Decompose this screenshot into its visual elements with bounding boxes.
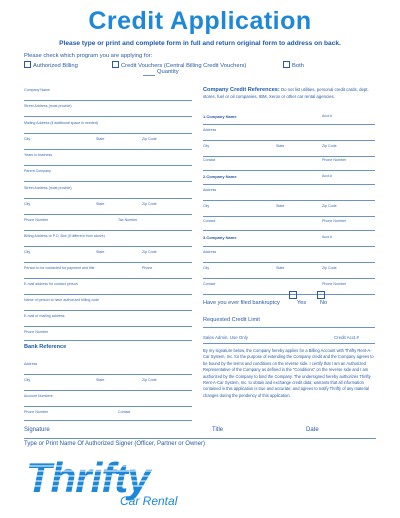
- city-state-zip-field[interactable]: [24, 149, 192, 150]
- ref3-city-field[interactable]: [203, 278, 375, 279]
- ref1-company-field[interactable]: [203, 124, 375, 125]
- ref2-phone-label: Phone Number: [322, 219, 347, 223]
- requested-limit-label: Requested Credit Limit: [203, 317, 260, 323]
- mailing-address-field[interactable]: [24, 133, 192, 134]
- title-label: Title: [212, 427, 224, 433]
- bank-phone-contact-field[interactable]: [24, 420, 192, 421]
- tax-number-label: Tax Number: [118, 218, 138, 222]
- billing-address-label: Billing Address or P.O. Box (if different from above): [24, 234, 105, 238]
- account-numbers-field[interactable]: [24, 406, 192, 407]
- state-label: State: [276, 204, 285, 208]
- print-name-label: Type or Print Name Of Authorized Signer (Officer, Partner or Owner): [24, 441, 205, 447]
- ref3-company-field[interactable]: [203, 246, 375, 247]
- ref1-city-field[interactable]: [203, 156, 375, 157]
- credit-references-note: Do not list utilities, personal credit cards, dept. stores, fuel or oil companies, IBM, Xerox or other car rental agencies.: [203, 87, 369, 99]
- authorized-person-field[interactable]: [24, 310, 192, 311]
- bankruptcy-no-label: No: [320, 300, 328, 306]
- city-label: City: [203, 266, 210, 270]
- street-address-field[interactable]: [24, 116, 192, 117]
- parent-street-label: Street Address (must provide): [24, 186, 72, 190]
- ref1-phone-label: Phone Number: [322, 158, 347, 162]
- state-label: State: [96, 202, 105, 206]
- bank-address-field[interactable]: [24, 374, 192, 375]
- years-in-business-label: Years in business: [24, 153, 53, 157]
- signature-field[interactable]: [24, 438, 376, 439]
- phone-tax-field[interactable]: [24, 230, 192, 231]
- city-state-zip-field[interactable]: [24, 262, 192, 263]
- mailing-address-label: Mailing Address (if additional space is needed): [24, 121, 99, 125]
- years-in-business-field[interactable]: [24, 165, 192, 166]
- payment-contact-label: Person to be contacted for payment and title: [24, 266, 95, 270]
- parent-street-field[interactable]: [24, 198, 192, 199]
- zip-label: Zip Code: [142, 202, 157, 206]
- city-label: City: [24, 137, 31, 141]
- state-label: State: [276, 144, 285, 148]
- city-label: City: [203, 144, 210, 148]
- phone-number-label: Phone Number: [24, 330, 49, 334]
- ref3-address-field[interactable]: [203, 262, 375, 263]
- sales-admin-label: Sales Admin. Use Only: [203, 335, 248, 340]
- phone-number-field[interactable]: [24, 340, 192, 341]
- checkbox[interactable]: [112, 61, 119, 68]
- state-label: State: [276, 266, 285, 270]
- thrifty-logo: [24, 452, 204, 512]
- ref2-city-field[interactable]: [203, 216, 375, 217]
- city-label: City: [24, 378, 31, 382]
- ref1-contact-field[interactable]: [203, 170, 375, 171]
- city-label: City: [203, 204, 210, 208]
- email-mailing-label: E-mail or mailing address: [24, 314, 65, 318]
- form-subtitle: Please type or print and complete form in full and return original form to address on back.: [59, 40, 341, 47]
- zip-label: Zip Code: [322, 266, 337, 270]
- credit-references-title: Company Credit References:: [203, 87, 280, 93]
- state-label: State: [96, 378, 105, 382]
- phone-label: Phone: [142, 266, 153, 270]
- ref2-address-field[interactable]: [203, 200, 375, 201]
- credit-acct-label: Credit Acct.#: [334, 335, 359, 340]
- quantity-line: [143, 75, 155, 76]
- thrifty-logo-text: Thrifty: [26, 454, 150, 501]
- zip-label: Zip Code: [142, 137, 157, 141]
- city-state-zip-field[interactable]: [24, 390, 192, 391]
- date-label: Date: [306, 427, 319, 433]
- bankruptcy-no-checkbox[interactable]: [317, 291, 325, 299]
- bankruptcy-yes-label: Yes: [297, 300, 307, 306]
- ref3-acct-label: Acct.#: [322, 235, 332, 239]
- ref3-address-label: Address: [203, 250, 217, 254]
- zip-label: Zip Code: [322, 204, 337, 208]
- legal-authorization-text: By my signature below, the Company hereby applies for a Billing Account with Thrifty Rent-A-Car System, Inc. for the purpose of extending the Company credit and the Company agrees to be bound by the terms and conditions on the reverse side. I certify that I am an Authorized Representative of the Company as defined in the "Conditions" on the reverse side and I am authorized by the Company to bind the Company. The undersigned hereby authorizes Thrifty Rent-A-Car System, Inc. to obtain and exchange credit data; warrants that all information contained in this application is true and accurate; and agrees to notify Thrifty of any material changes during the pendency of this application.: [203, 348, 374, 398]
- zip-label: Zip Code: [142, 378, 157, 382]
- email-mailing-field[interactable]: [24, 326, 192, 327]
- ref2-address-label: Address: [203, 188, 217, 192]
- ref1-contact-label: Contact: [203, 158, 216, 162]
- ref2-company-field[interactable]: [203, 184, 375, 185]
- ref1-address-field[interactable]: [203, 140, 375, 141]
- city-label: City: [24, 202, 31, 206]
- credit-references-header: [203, 87, 378, 100]
- city-label: City: [24, 250, 31, 254]
- city-state-zip-field[interactable]: [24, 214, 192, 215]
- account-numbers-label: Account Numbers: [24, 394, 53, 398]
- thrifty-logo-graphic: [24, 452, 204, 512]
- parent-company-label: Parent Company: [24, 169, 51, 173]
- ref3-contact-label: Contact: [203, 282, 216, 286]
- ref3-phone-label: Phone Number: [322, 282, 347, 286]
- checkbox[interactable]: [24, 61, 31, 68]
- option-authorized-billing[interactable]: Authorized Billing: [24, 61, 78, 69]
- contact-email-label: E-mail address for contact person: [24, 282, 78, 286]
- zip-label: Zip Code: [142, 250, 157, 254]
- ref2-acct-label: Acct.#: [322, 174, 332, 178]
- program-prompt: Please check which program you are applying for:: [24, 53, 153, 59]
- state-label: State: [96, 250, 105, 254]
- ref2-contact-field[interactable]: [203, 230, 375, 231]
- signature-label: Signature: [24, 427, 50, 433]
- car-rental-text: Car Rental: [120, 494, 178, 508]
- bank-contact-label: Contact: [118, 410, 131, 414]
- phone-number-label: Phone Number: [24, 218, 49, 222]
- billing-address-field[interactable]: [24, 246, 192, 247]
- parent-company-field[interactable]: [24, 181, 192, 182]
- company-name-label: Company Name: [24, 88, 50, 92]
- checkbox[interactable]: [283, 61, 290, 68]
- bank-address-label: Address: [24, 362, 38, 366]
- payment-contact-field[interactable]: [24, 278, 192, 279]
- bankruptcy-yes-checkbox[interactable]: [289, 291, 297, 299]
- ref1-address-label: Address: [203, 128, 217, 132]
- option-both[interactable]: Both: [283, 61, 304, 69]
- bank-phone-label: Phone Number: [24, 410, 49, 414]
- ref2-contact-label: Contact: [203, 219, 216, 223]
- ref1-company-label: 1.Company Name: [203, 114, 237, 119]
- ref2-company-label: 2.Company Name: [203, 174, 237, 179]
- state-label: State: [96, 137, 105, 141]
- form-title: Credit Application: [88, 7, 312, 35]
- sales-admin-field[interactable]: [203, 343, 375, 344]
- bank-reference-heading: Bank Reference: [24, 344, 67, 350]
- requested-limit-field[interactable]: [203, 327, 375, 328]
- company-name-field[interactable]: [24, 100, 192, 101]
- quantity-label: Quantity: [157, 69, 179, 75]
- authorized-person-label: Name of person to have authorized billing code: [24, 298, 100, 302]
- ref3-company-label: 3.Company Name: [203, 235, 237, 240]
- street-address-label: Street Address (must provide): [24, 104, 72, 108]
- ref1-acct-label: Acct.#: [322, 114, 332, 118]
- bankruptcy-question: Have you ever filed bankruptcy: [203, 300, 280, 306]
- zip-label: Zip Code: [322, 144, 337, 148]
- option-credit-vouchers[interactable]: Credit Vouchers (Central Billing Credit Vouchers): [112, 61, 246, 69]
- contact-email-field[interactable]: [24, 294, 192, 295]
